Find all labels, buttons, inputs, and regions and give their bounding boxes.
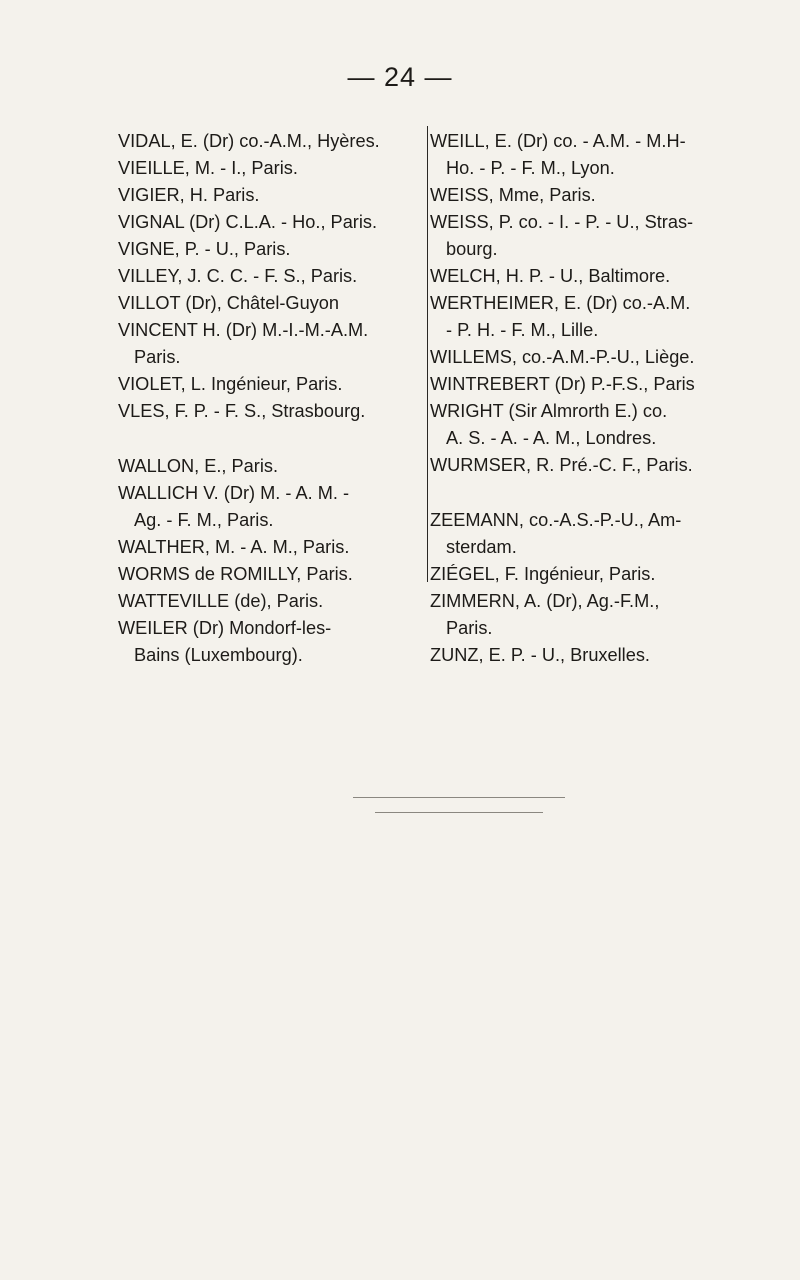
- entry-text: WELCH, H. P. - U., Baltimore.: [430, 266, 671, 286]
- entry-text: VIDAL, E. (Dr) co.-A.M., Hyères.: [118, 131, 380, 151]
- directory-entry: [118, 453, 418, 480]
- directory-entry: [430, 561, 762, 588]
- column-divider: [427, 126, 428, 582]
- entry-text: WEISS, P. co. - I. - P. - U., Stras-: [430, 212, 694, 232]
- entry-continuation: Paris.: [134, 347, 181, 367]
- directory-entry: [118, 561, 418, 588]
- entry-text: WILLEMS, co.-A.M.-P.-U., Liège.: [430, 347, 695, 367]
- entry-text: WALLICH V. (Dr) M. - A. M. -: [118, 483, 350, 503]
- rule-line: [353, 797, 565, 798]
- directory-entry: [430, 507, 762, 561]
- entry-text: WEILER (Dr) Mondorf-les-: [118, 618, 332, 638]
- entry-text: ZEEMANN, co.-A.S.-P.-U., Am-: [430, 510, 682, 530]
- directory-entry: [118, 317, 418, 371]
- entry-continuation: A. S. - A. - A. M., Londres.: [446, 428, 657, 448]
- entry-continuation: bourg.: [446, 239, 498, 259]
- section-gap: [118, 425, 418, 453]
- directory-entry: [118, 236, 418, 263]
- entry-text: VIEILLE, M. - I., Paris.: [118, 158, 298, 178]
- entry-text: WERTHEIMER, E. (Dr) co.-A.M.: [430, 293, 691, 313]
- entry-text: WURMSER, R. Pré.-C. F., Paris.: [430, 455, 693, 475]
- directory-entry: [118, 398, 418, 425]
- directory-entry: [430, 452, 762, 479]
- directory-entry: [430, 371, 762, 398]
- entry-continuation: Ag. - F. M., Paris.: [134, 510, 274, 530]
- directory-entry: [430, 128, 762, 182]
- entry-text: WALLON, E., Paris.: [118, 456, 279, 476]
- section-gap: [430, 479, 762, 507]
- directory-entry: [430, 344, 762, 371]
- directory-entry: [118, 480, 418, 534]
- entry-text: ZIÉGEL, F. Ingénieur, Paris.: [430, 564, 656, 584]
- entry-text: WALTHER, M. - A. M., Paris.: [118, 537, 350, 557]
- entry-text: VLES, F. P. - F. S., Strasbourg.: [118, 401, 366, 421]
- entry-text: ZUNZ, E. P. - U., Bruxelles.: [430, 645, 650, 665]
- directory-entry: [430, 290, 762, 344]
- directory-entry: [430, 398, 762, 452]
- entry-text: VINCENT H. (Dr) M.-I.-M.-A.M.: [118, 320, 369, 340]
- entry-continuation: Bains (Luxembourg).: [134, 645, 303, 665]
- directory-entry: [430, 182, 762, 209]
- entry-text: VILLEY, J. C. C. - F. S., Paris.: [118, 266, 358, 286]
- page-number: — 24 —: [347, 62, 453, 92]
- entry-text: WEILL, E. (Dr) co. - A.M. - M.H-: [430, 131, 686, 151]
- directory-entry: [118, 534, 418, 561]
- left-column: [118, 128, 418, 669]
- entry-continuation: - P. H. - F. M., Lille.: [446, 320, 599, 340]
- entry-continuation: sterdam.: [446, 537, 517, 557]
- directory-entry: [118, 155, 418, 182]
- rule-line: [375, 812, 543, 813]
- entry-text: VIOLET, L. Ingénieur, Paris.: [118, 374, 343, 394]
- directory-entry: [430, 642, 762, 669]
- directory-entry: [118, 209, 418, 236]
- directory-entry: [118, 588, 418, 615]
- directory-entry: [118, 182, 418, 209]
- entry-continuation: Paris.: [446, 618, 493, 638]
- directory-entry: [118, 615, 418, 669]
- directory-entry: [118, 263, 418, 290]
- directory-entry: [430, 263, 762, 290]
- directory-entry: [118, 371, 418, 398]
- entry-text: VILLOT (Dr), Châtel-Guyon: [118, 293, 340, 313]
- entry-text: VIGNAL (Dr) C.L.A. - Ho., Paris.: [118, 212, 378, 232]
- entry-continuation: Ho. - P. - F. M., Lyon.: [446, 158, 615, 178]
- entry-text: ZIMMERN, A. (Dr), Ag.-F.M.,: [430, 591, 660, 611]
- entry-text: VIGNE, P. - U., Paris.: [118, 239, 291, 259]
- entry-text: WINTREBERT (Dr) P.-F.S., Paris: [430, 374, 695, 394]
- directory-entry: [118, 128, 418, 155]
- entry-text: VIGIER, H. Paris.: [118, 185, 260, 205]
- entry-text: WEISS, Mme, Paris.: [430, 185, 596, 205]
- directory-entry: [430, 209, 762, 263]
- entry-text: WORMS de ROMILLY, Paris.: [118, 564, 353, 584]
- directory-entry: [118, 290, 418, 317]
- right-column: [430, 128, 762, 669]
- directory-entry: [430, 588, 762, 642]
- entry-text: WRIGHT (Sir Almrorth E.) co.: [430, 401, 668, 421]
- entry-text: WATTEVILLE (de), Paris.: [118, 591, 324, 611]
